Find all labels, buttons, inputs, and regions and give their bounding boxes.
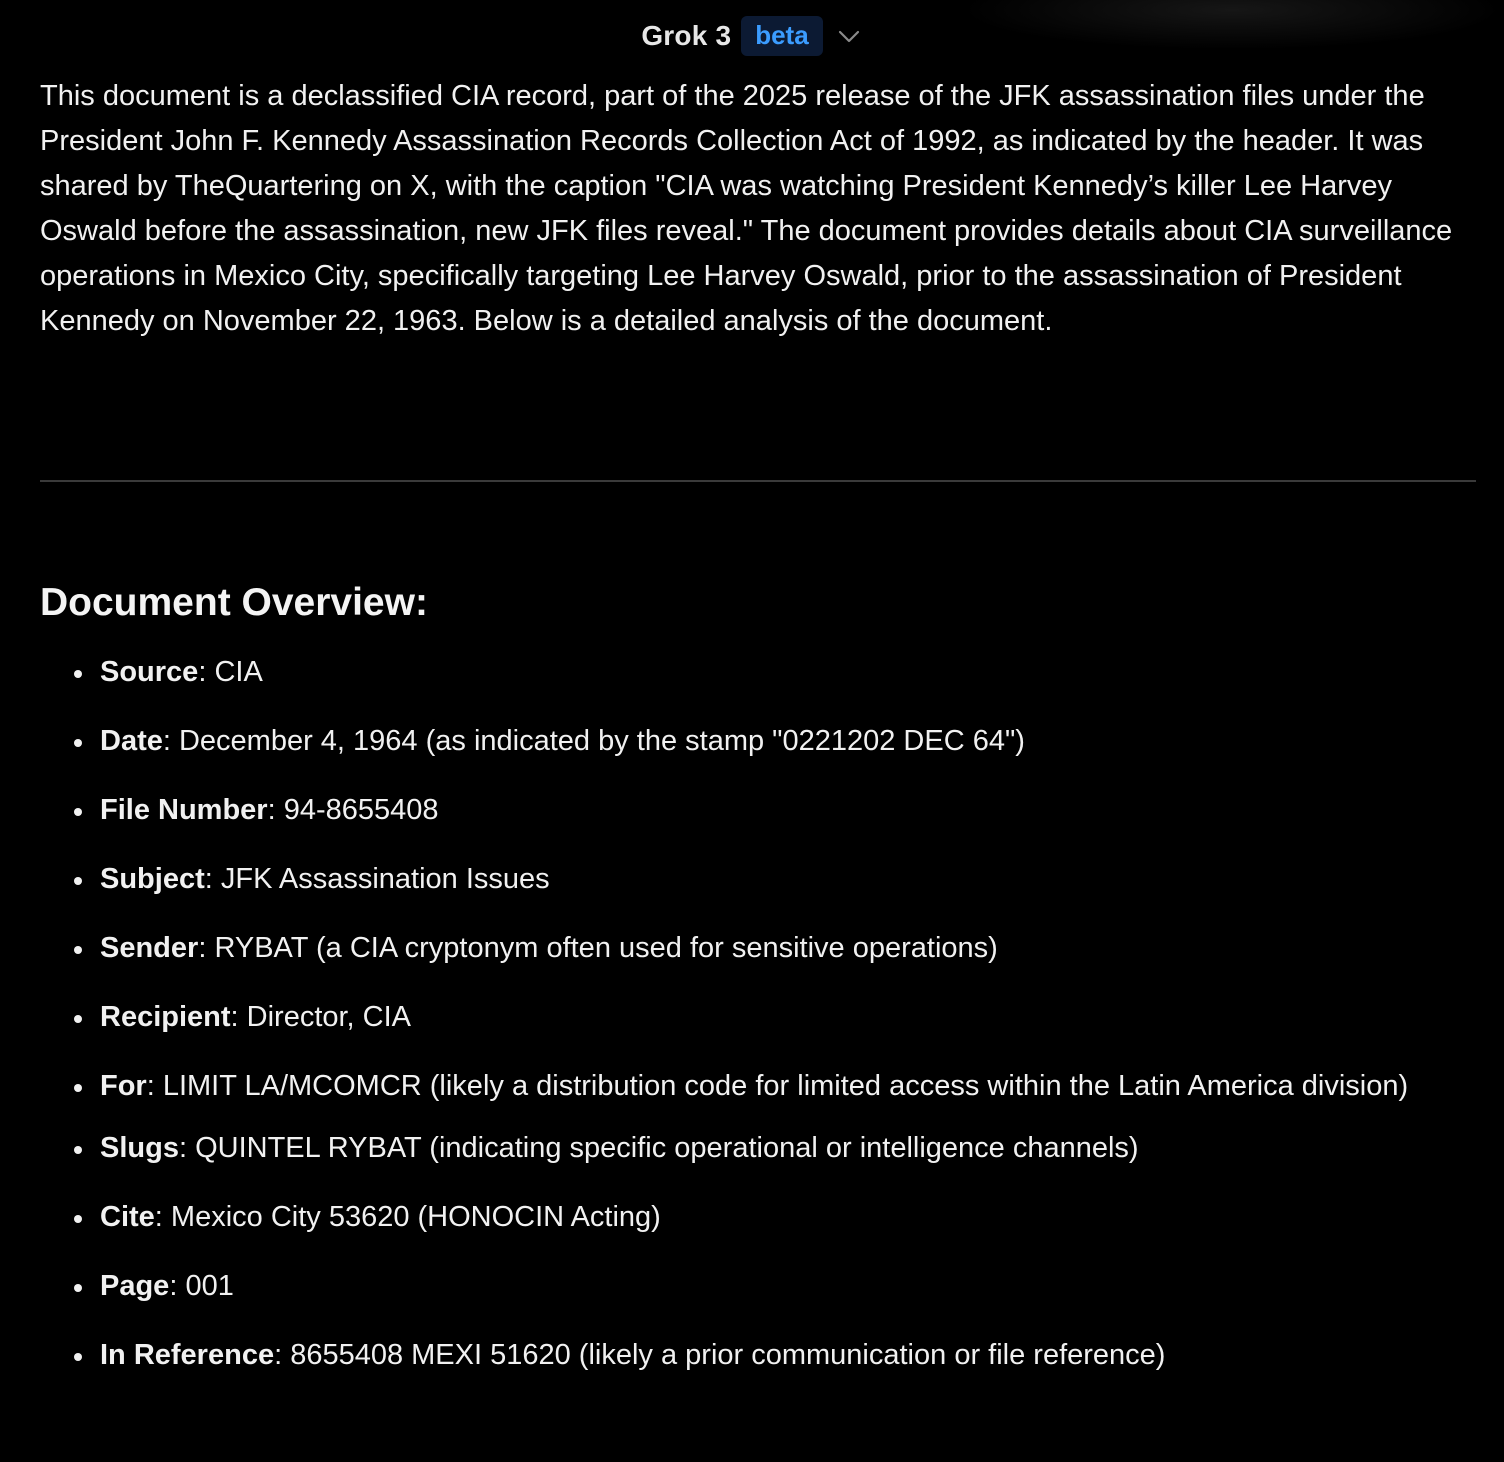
bullet [74,877,82,885]
bullet [74,946,82,954]
bullet [74,1015,82,1023]
section-title: Document Overview: [40,581,428,624]
bullet [74,1146,82,1154]
item-value: : Mexico City 53620 (HONOCIN Acting) [154,1201,661,1233]
item-label: For [100,1070,147,1102]
item-value: : QUINTEL RYBAT (indicating specific operational or intelligence channels) [178,1132,1139,1164]
item-label: Sender [100,932,199,964]
item-value: : LIMIT LA/MCOMCR (likely a distribution code for limited access within the Latin America division) [146,1070,1409,1102]
model-selector[interactable] [0,14,1504,58]
item-label: Slugs [100,1132,179,1164]
bullet [74,1084,82,1092]
section-divider [40,480,1476,482]
item-label: Cite [100,1201,155,1233]
item-label: File Number [100,794,268,826]
overview-list [40,657,1440,1409]
bullet [74,1215,82,1223]
item-value: : RYBAT (a CIA cryptonym often used for sensitive operations) [198,932,998,964]
bullet [74,808,82,816]
item-label: Recipient [100,1001,231,1033]
bullet [74,670,82,678]
list-item-sender [40,933,1440,964]
item-label: Date [100,725,163,757]
list-item-recipient [40,1002,1440,1033]
item-value: : 94-8655408 [267,794,439,826]
list-item-in-reference [40,1340,1440,1371]
list-item-subject [40,864,1440,895]
item-value: : CIA [198,656,263,688]
item-label: Page [100,1270,170,1302]
item-value: : 8655408 MEXI 51620 (likely a prior communication or file reference) [274,1339,1166,1371]
list-item-file-number [40,795,1440,826]
model-name[interactable]: Grok 3 [641,20,732,51]
response-body [40,74,1476,344]
item-value: : 001 [169,1270,234,1302]
list-item-date [40,726,1440,757]
list-item-slugs [40,1133,1440,1164]
item-label: In Reference [100,1339,275,1371]
list-item-cite [40,1202,1440,1233]
item-value: : December 4, 1964 (as indicated by the stamp "0221202 DEC 64") [162,725,1025,757]
item-label: Subject [100,863,205,895]
list-item-source [40,657,1440,688]
beta-badge: beta [741,16,822,56]
list-item-for [40,1064,1440,1109]
item-value: : Director, CIA [230,1001,412,1033]
bullet [74,1353,82,1361]
bullet [74,1284,82,1292]
item-label: Source [100,656,199,688]
item-value: : JFK Assassination Issues [204,863,550,895]
intro-paragraph: This document is a declassified CIA record, part of the 2025 release of the JFK assassination files under the President John F. Kennedy Assassination Records Collection Act of 1992, as indicated by the header. It was shared by TheQuartering on X, with the caption "CIA was watching President Kennedy’s killer Lee Harvey Oswald before the assassination, new JFK files reveal." The document provides details about CIA surveillance operations in Mexico City, specifically targeting Lee Harvey Oswald, prior to the assassination of President Kennedy on November 22, 1963. Below is a detailed analysis of the document. [40,80,1453,337]
list-item-page [40,1271,1440,1302]
bullet [74,739,82,747]
chevron-down-icon[interactable] [835,22,863,50]
